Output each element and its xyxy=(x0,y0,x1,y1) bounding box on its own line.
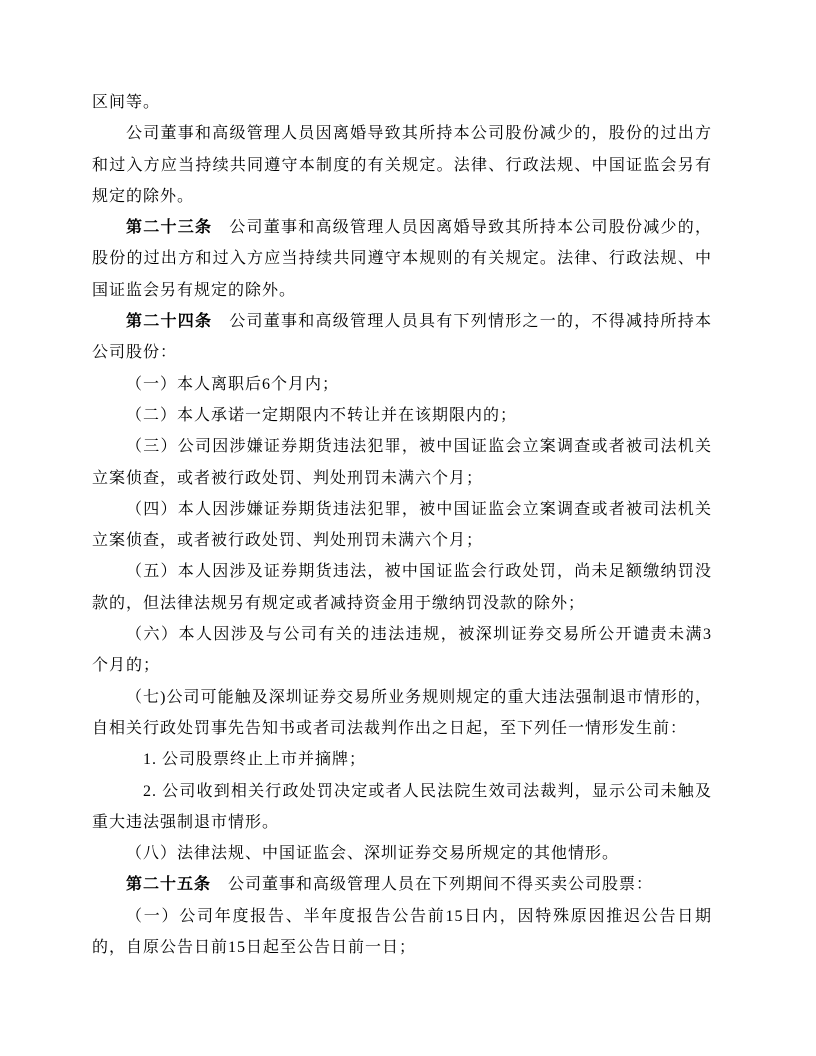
clause-24-item-7: （七)公司可能触及深圳证券交易所业务规则规定的重大违法强制退市情形的，自相关行政处罚事先告知书或者司法裁判作出之日起，至下列任一情形发生前： xyxy=(92,688,712,737)
clause-24-item-8: （八）法律法规、中国证监会、深圳证券交易所规定的其他情形。 xyxy=(126,845,620,863)
article-25-number: 第二十五条 xyxy=(126,876,212,894)
article-24-text: 公司董事和高级管理人员具有下列情形之一的，不得减持所持本公司股份： xyxy=(92,313,712,362)
clause-24-item-6: （六）本人因涉及与公司有关的违法违规，被深圳证券交易所公开谴责未满3个月的； xyxy=(92,626,712,675)
clause-24-item-3: （三）公司因涉嫌证券期货违法犯罪，被中国证监会立案调查或者被司法机关立案侦查，或者被行政处罚、判处刑罚未满六个月； xyxy=(92,438,712,487)
clause-25-item-1: （一）公司年度报告、半年度报告公告前15日内，因特殊原因推迟公告日期的，自原公告日前15日起至公告日前一日； xyxy=(92,907,712,957)
article-25-text: 公司董事和高级管理人员在下列期间不得买卖公司股票： xyxy=(228,876,654,894)
article-24-number: 第二十四条 xyxy=(126,313,213,331)
clause-24-item-5: （五）本人因涉及证券期货违法，被中国证监会行政处罚，尚未足额缴纳罚没款的，但法律法规另有规定或者减持资金用于缴纳罚没款的除外； xyxy=(92,563,712,612)
clause-24-item-7-subitem-1: 1. 公司股票终止上市并摘牌； xyxy=(143,751,367,769)
clause-24-item-1: （一）本人离职后6个月内； xyxy=(126,375,340,393)
article-25 xyxy=(92,869,712,900)
article-23-number: 第二十三条 xyxy=(126,219,213,237)
article-23 xyxy=(92,212,712,306)
article-24 xyxy=(92,306,712,369)
paragraph-divorce-policy: 公司董事和高级管理人员因离婚导致其所持本公司股份减少的，股份的过出方和过入方应当持续共同遵守本制度的有关规定。法律、行政法规、中国证监会另有规定的除外。 xyxy=(92,125,712,205)
clause-24-item-7-subitem-2: 2. 公司收到相关行政处罚决定或者人民法院生效司法裁判，显示公司未触及重大违法强制退市情形。 xyxy=(92,782,712,831)
clause-24-item-4: （四）本人因涉嫌证券期货违法犯罪，被中国证监会立案调查或者被司法机关立案侦查，或者被行政处罚、判处刑罚未满六个月； xyxy=(92,500,712,550)
article-23-text: 公司董事和高级管理人员因离婚导致其所持本公司股份减少的，股份的过出方和过入方应当持续共同遵守本规则的有关规定。法律、行政法规、中国证监会另有规定的除外。 xyxy=(92,219,712,299)
paragraph-continuation: 区间等。 xyxy=(92,94,161,111)
clause-24-item-2: （二）本人承诺一定期限内不转让并在该期限内的； xyxy=(126,406,518,424)
